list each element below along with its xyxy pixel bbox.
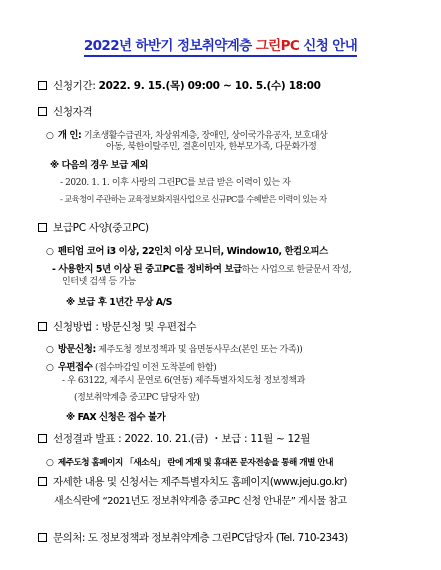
title-end: 신청 안내 — [299, 38, 358, 54]
circle-bullet-icon: ○ — [46, 363, 54, 373]
title-year: 2022년 — [83, 38, 132, 54]
method-heading: 신청방법 : 방문신청 및 우편접수 — [38, 319, 196, 334]
square-bullet-icon — [38, 223, 47, 232]
exclusion-item-2: - 교육청이 주관하는 교육정보화지원사업으로 신규PC를 수혜받은 이력이 있는 자 — [60, 194, 327, 204]
contact-line: 문의처: 도 정보정책과 정보취약계층 그린PC담당자 (Tel. 710-2343) — [38, 530, 348, 545]
apply-period — [38, 78, 321, 93]
square-bullet-icon — [38, 81, 47, 90]
visit-label: 방문신청: — [57, 344, 96, 355]
square-bullet-icon — [38, 322, 47, 331]
circle-bullet-icon: ○ — [46, 345, 54, 355]
individual-line2: 아동, 북한이탈주민, 결혼이민자, 한부모가족, 다문화가정 — [106, 142, 317, 152]
exclusion-heading: ※ 다음의 경우 보급 제외 — [50, 160, 149, 171]
spec-warranty: ※ 보급 후 1년간 무상 A/S — [66, 297, 172, 308]
square-bullet-icon — [38, 434, 47, 443]
apply-period-label: 신청기간: — [53, 80, 99, 92]
result-note: ○ 제주도청 홈페이지 「새소식」 란에 게재 및 휴대폰 문자전송을 통해 개별 안내 — [46, 458, 334, 468]
spec-note-line2: 인터넷 검색 등 가능 — [62, 277, 136, 287]
exclusion-item-1: - 2020. 1. 1. 이후 사랑의 그린PC를 보급 받은 이력이 있는 자 — [60, 178, 291, 188]
details-line2: 새소식란에 “2021년도 정보취약계층 중고PC 신청 안내문” 게시물 참고 — [54, 496, 347, 507]
title-highlight: 그린PC — [255, 38, 300, 54]
circle-bullet-icon: ○ — [46, 458, 54, 468]
circle-bullet-icon: ○ — [46, 247, 54, 257]
method-visit — [46, 337, 302, 356]
details-line1: 자세한 내용 및 신청서는 제주특별자치도 홈페이지(www.jeju.go.kr) — [38, 474, 347, 489]
spec-heading: 보급PC 사양(중고PC) — [38, 220, 149, 235]
fax-note: ※ FAX 신청은 접수 불가 — [66, 412, 166, 423]
square-bullet-icon — [38, 107, 47, 116]
mail-address-2: (정보취약계층 중고PC 담당자 앞) — [74, 393, 200, 403]
square-bullet-icon — [38, 533, 47, 542]
spec-note-bold: - 사용한지 5년 이상 된 중고PC를 정비하여 보급 — [52, 264, 242, 275]
mail-address-1: - 우 63122, 제주시 문연로 6(연동) 제주특별자치도청 정보정책과 — [62, 376, 305, 386]
apply-period-value: 2022. 9. 15.(목) 09:00 ~ 10. 5.(수) 18:00 — [98, 80, 321, 92]
visit-value: 제주도청 정보정책과 및 읍면동사무소(본인 또는 가족)) — [95, 345, 303, 355]
individual-line1: 기초생활수급권자, 차상위계층, 장애인, 상이국가유공자, 보호대상 — [81, 131, 328, 141]
spec-main: ○ 펜티엄 코어 i3 이상, 22인치 이상 모니터, Window10, 한컴오피스 — [46, 246, 328, 257]
method-mail — [46, 355, 216, 374]
eligibility-heading: 신청자격 — [38, 104, 92, 119]
individual-label: 개 인: — [57, 130, 82, 141]
page-title — [0, 38, 441, 57]
title-text: 하반기 정보취약계층 — [131, 38, 256, 54]
square-bullet-icon — [38, 477, 47, 486]
result-line: 선정결과 발표 : 2022. 10. 21.(금) ・보급 : 11월 ~ 12월 — [38, 431, 310, 446]
spec-note-rest: 하는 사업으로 한글문서 작성, — [241, 265, 352, 275]
mail-label: 우편접수 — [57, 362, 93, 373]
circle-bullet-icon: ○ — [46, 131, 54, 141]
mail-value: (접수마감일 이전 도착분에 한함) — [92, 363, 217, 373]
